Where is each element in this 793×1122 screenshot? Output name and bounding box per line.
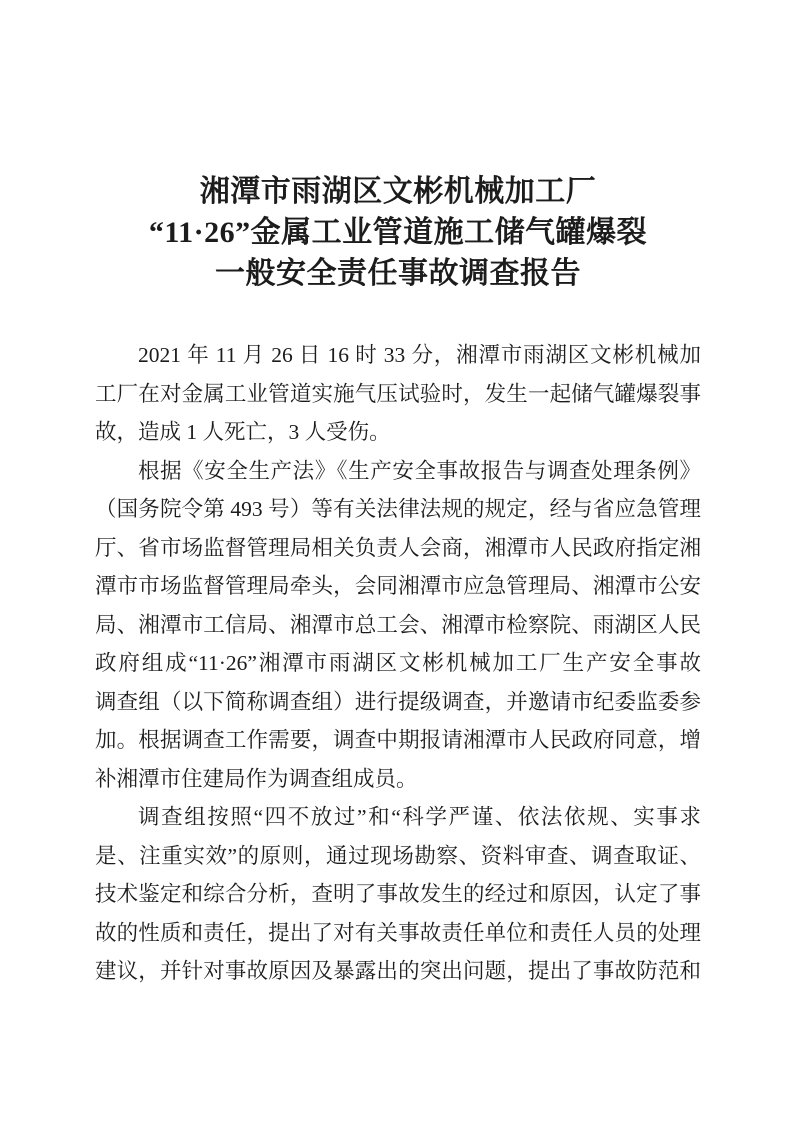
- text-line: 调查组按照“四不放过”和“科学严谨、依法依规、实事求: [138, 805, 701, 829]
- text-line: 工厂在对金属工业管道实施气压试验时，发生一起储气罐爆裂事: [95, 381, 701, 406]
- paragraph-1: [95, 336, 701, 452]
- document-title: [95, 171, 701, 294]
- text-line: 建议，并针对事故原因及暴露出的突出问题，提出了事故防范和: [95, 959, 701, 983]
- document-body: [95, 336, 701, 991]
- title-line-2: “11·26”金属工业管道施工储气罐爆裂: [148, 216, 648, 249]
- text-line: 调查组（以下简称调查组）进行提级调查，并邀请市纪委监委参: [95, 689, 701, 714]
- text-line: 是、注重实效”的原则，通过现场勘察、资料审查、调查取证、: [95, 843, 701, 868]
- text-line: 加。根据调查工作需要，调查中期报请湘潭市人民政府同意，增: [95, 728, 701, 752]
- text-line: 局、湘潭市工信局、湘潭市总工会、湘潭市检察院、雨湖区人民: [95, 612, 701, 637]
- text-line: 潭市市场监督管理局牵头，会同湘潭市应急管理局、湘潭市公安: [95, 574, 701, 598]
- paragraph-3: [95, 798, 701, 991]
- text-line: 厅、省市场监督管理局相关负责人会商，湘潭市人民政府指定湘: [95, 535, 701, 560]
- text-line: 2021 年 11 月 26 日 16 时 33 分，湘潭市雨湖区文彬机械加: [138, 343, 701, 367]
- text-line: 技术鉴定和综合分析，查明了事故发生的经过和原因，认定了事: [95, 882, 701, 906]
- title-line-1: 湘潭市雨湖区文彬机械加工厂: [199, 175, 597, 208]
- text-line: 故，造成 1 人死亡，3 人受伤。: [95, 420, 391, 444]
- paragraph-2: [95, 452, 701, 799]
- text-line: 故的性质和责任，提出了对有关事故责任单位和责任人员的处理: [95, 920, 701, 945]
- text-line: 补湘潭市住建局作为调查组成员。: [95, 766, 418, 791]
- text-line: 根据《安全生产法》《生产安全事故报告与调查处理条例》: [138, 458, 701, 483]
- text-line: （国务院令第 493 号）等有关法律法规的规定，经与省应急管理: [95, 497, 701, 521]
- text-line: 政府组成“11·26”湘潭市雨湖区文彬机械加工厂生产安全事故: [95, 651, 701, 675]
- title-line-3: 一般安全责任事故调查报告: [215, 257, 581, 290]
